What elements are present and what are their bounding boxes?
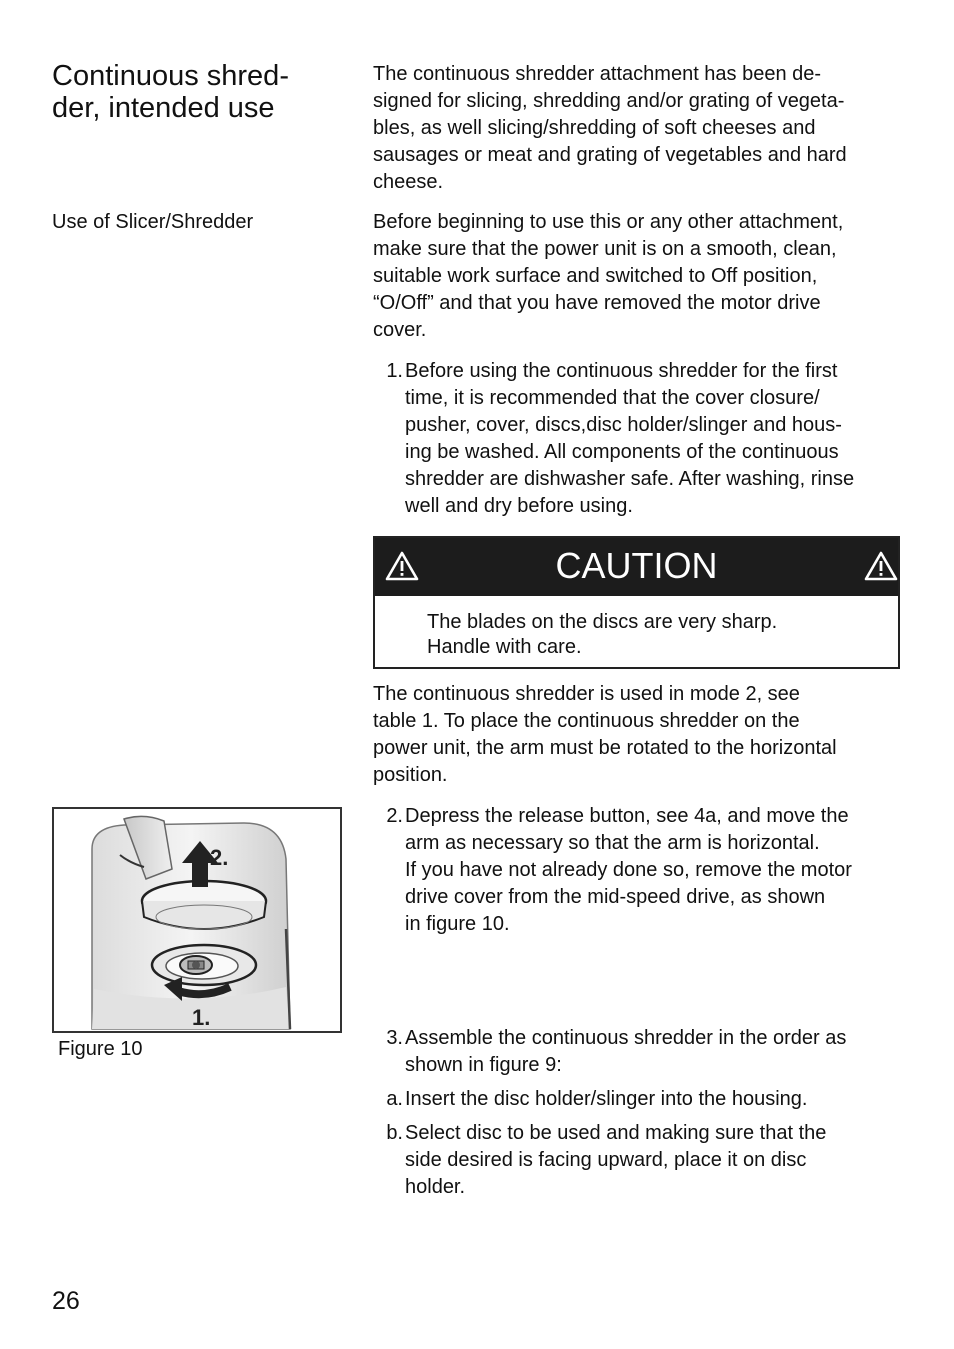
step-text — [405, 1086, 895, 1113]
step-2 — [373, 803, 873, 943]
text-line: well and dry before using. — [405, 495, 633, 517]
text-line: Depress the release button, see 4a, and move the — [405, 805, 849, 827]
text-line: Before using the continuous shredder for the first — [405, 360, 838, 382]
caution-message — [427, 610, 777, 660]
figure-label-2: 2. — [210, 845, 229, 870]
step-text — [405, 803, 895, 938]
figure-caption: Figure 10 — [58, 1038, 143, 1060]
text-line: pusher, cover, discs,disc holder/slinger and hous- — [405, 414, 842, 436]
text-line: ing be washed. All components of the continuous — [405, 441, 839, 463]
text-line: shown in figure 9: — [405, 1054, 562, 1076]
figure-label-1: 1. — [192, 1005, 211, 1030]
step-number: b. — [386, 1122, 403, 1144]
text-line: shredder are dishwasher safe. After washing, rinse — [405, 468, 855, 490]
text-line: time, it is recommended that the cover closure/ — [405, 387, 820, 409]
step-b — [373, 1120, 873, 1204]
caution-box — [373, 536, 900, 669]
text-line: cover. — [373, 319, 427, 341]
step-a — [373, 1086, 873, 1114]
shredder-diagram — [54, 809, 340, 1031]
warning-triangle-icon — [864, 550, 898, 582]
step-number: 2. — [386, 805, 403, 827]
text-line: The blades on the discs are very sharp. — [427, 611, 778, 633]
text-line: Assemble the continuous shredder in the order as — [405, 1027, 847, 1049]
step-number: a. — [386, 1088, 403, 1110]
heading-line-2: der, intended use — [52, 92, 275, 124]
text-line: arm as necessary so that the arm is horizontal. — [405, 832, 820, 854]
step-text — [405, 1120, 895, 1201]
text-line: “O/Off” and that you have removed the motor drive — [373, 292, 821, 314]
step-1 — [373, 358, 873, 523]
text-line: drive cover from the mid-speed drive, as shown — [405, 886, 826, 908]
text-line: holder. — [405, 1176, 466, 1198]
use-paragraph — [373, 209, 903, 344]
page-number: 26 — [52, 1287, 80, 1315]
text-line: suitable work surface and switched to Off position, — [373, 265, 818, 287]
text-line: cheese. — [373, 171, 444, 193]
text-line: Handle with care. — [427, 636, 582, 658]
text-line: sausages or meat and grating of vegetables and hard — [373, 144, 847, 166]
text-line: side desired is facing upward, place it on disc — [405, 1149, 807, 1171]
text-line: bles, as well slicing/shredding of soft cheeses and — [373, 117, 816, 139]
caution-title: CAUTION — [555, 545, 718, 586]
caution-header — [375, 538, 898, 596]
intro-paragraph — [373, 61, 903, 196]
text-line: If you have not already done so, remove the motor — [405, 859, 852, 881]
text-line: The continuous shredder attachment has been de- — [373, 63, 822, 85]
step-3 — [373, 1025, 873, 1081]
step-number: 1. — [386, 360, 403, 382]
heading-line-1: Continuous shred- — [52, 60, 289, 92]
text-line: Insert the disc holder/slinger into the housing. — [405, 1088, 808, 1110]
text-line: make sure that the power unit is on a smooth, clean, — [373, 238, 837, 260]
step-number: 3. — [386, 1027, 403, 1049]
text-line: The continuous shredder is used in mode 2, see — [373, 683, 800, 705]
text-line: table 1. To place the continuous shredder on the — [373, 710, 800, 732]
subheading-use-of-slicer: Use of Slicer/Shredder — [52, 211, 254, 233]
text-line: Select disc to be used and making sure that the — [405, 1122, 827, 1144]
figure-10-image — [52, 807, 342, 1033]
mode-paragraph — [373, 681, 903, 789]
text-line: position. — [373, 764, 448, 786]
step-text — [405, 1025, 895, 1079]
text-line: signed for slicing, shredding and/or grating of vegeta- — [373, 90, 845, 112]
text-line: Before beginning to use this or any other attachment, — [373, 211, 844, 233]
section-heading — [52, 60, 352, 124]
text-line: in figure 10. — [405, 913, 510, 935]
step-text — [405, 358, 895, 520]
text-line: power unit, the arm must be rotated to the horizontal — [373, 737, 837, 759]
